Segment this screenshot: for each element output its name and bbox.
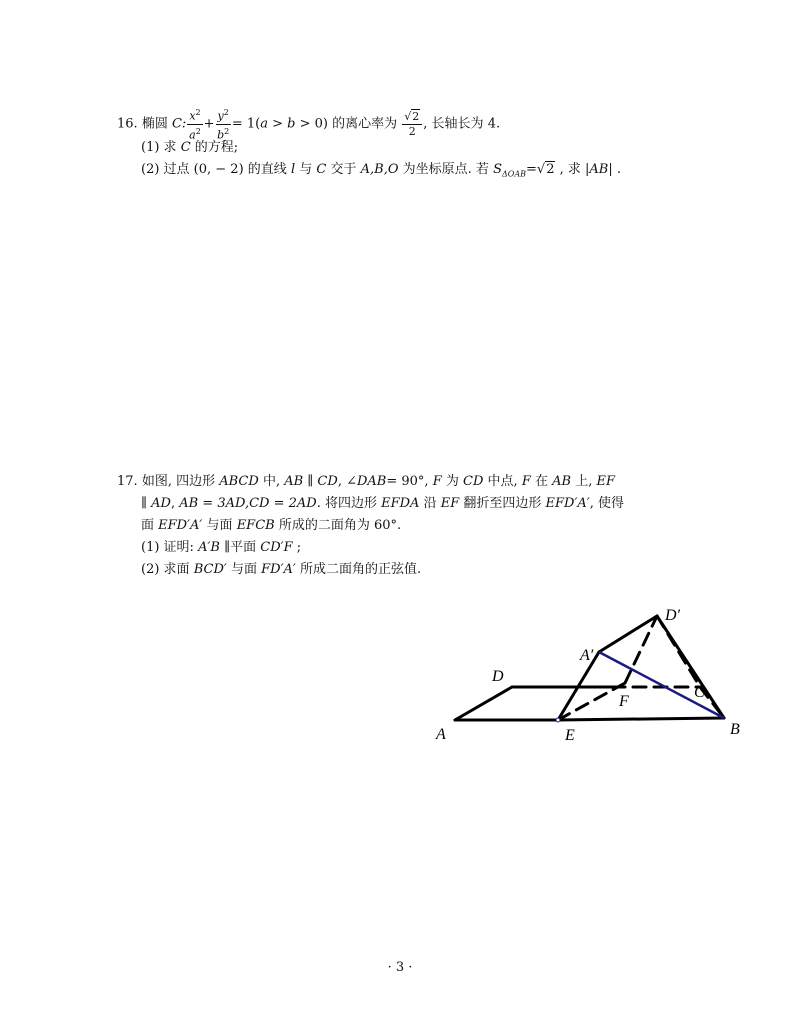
q16-tail: , 长轴长为 4.	[423, 116, 501, 132]
label-D: D	[492, 668, 504, 685]
q17-line3: 面 EFD′A′ 与面 EFCB 所成的二面角为 60°.	[141, 518, 402, 533]
q16-part2: (2) 过点 (0, − 2) 的直线 l 与 C 交于 A,B,O 为坐标原点. 若 $S_{\Delta OAB}=√2$ , 求 |AB| .	[141, 162, 621, 179]
q16-part1: (1) 求 C 的方程;	[141, 140, 239, 155]
q16-number: 16.	[117, 116, 138, 132]
point-E	[556, 718, 560, 722]
q16-frac-x: $\frac{x^2}{a^2}$	[189, 108, 201, 142]
edge-E-B	[558, 718, 724, 720]
q16-frac-y: $\frac{y^2}{b^2}$	[217, 108, 230, 142]
q17-line2: ∥ AD, AB = 3AD,CD = 2AD. 将四边形 EFDA 沿 EF 翻折至四边形 EFD′A′, 使得	[141, 496, 625, 511]
label-A: A	[436, 726, 446, 743]
label-B: B	[730, 721, 740, 738]
q16-ecc-label: 的离心率为	[332, 116, 398, 132]
q16-curve-name: C:	[171, 116, 187, 132]
label-E: E	[565, 727, 575, 744]
geometry-figure	[430, 600, 760, 760]
edge-A-D	[455, 687, 512, 720]
q16-line1: 16. 椭圆 C: $\frac{x^2}{a^2}$ + $\frac{y^2}{b^2}$ = 1(a > b > 0) 的离心率为 $\frac{√2}{2}$ , 长轴长为 4.	[117, 108, 501, 142]
q16-intro: 椭圆	[141, 116, 168, 132]
label-Dp: D′	[665, 607, 681, 624]
label-C: C	[694, 684, 705, 701]
q16-ecc-frac: $\frac{√2}{2}$	[402, 111, 422, 138]
segment-Ap-B	[599, 652, 724, 718]
dashed-Dp-C	[657, 616, 700, 687]
q17-part1: (1) 证明: A′B ∥平面 CD′F ;	[141, 540, 302, 555]
q17-line1: 17. 如图, 四边形 ABCD 中, AB ∥ CD, ∠DAB= 90°, F 为 CD 中点, F 在 AB 上, EF	[117, 474, 616, 489]
label-F: F	[619, 693, 629, 710]
label-Ap: A′	[580, 647, 594, 664]
page-number: · 3 ·	[387, 960, 413, 975]
q17-part2: (2) 求面 BCD′ 与面 FD′A′ 所成二面角的正弦值.	[141, 562, 422, 577]
